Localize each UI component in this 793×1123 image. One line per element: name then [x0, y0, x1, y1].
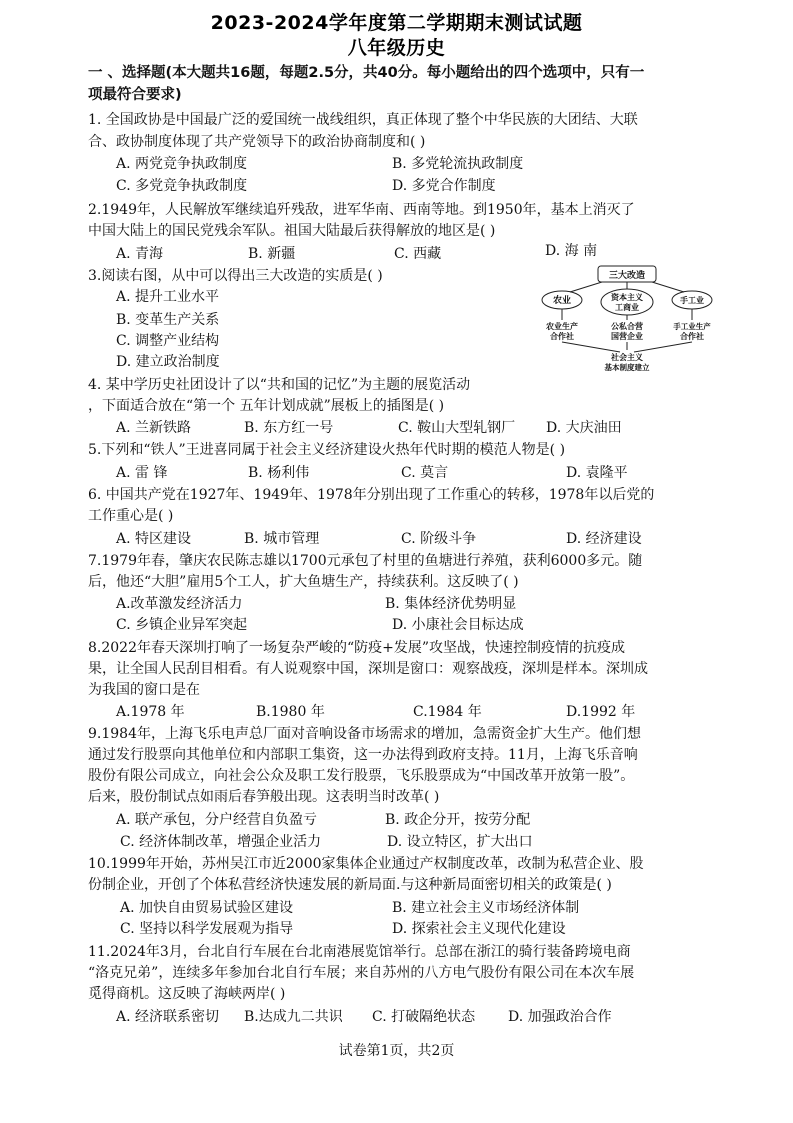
- q7-option-b[interactable]: B. 集体经济优势明显: [385, 596, 517, 612]
- q10-option-c[interactable]: C. 坚持以科学发展观为指导: [120, 921, 294, 937]
- q2-option-a[interactable]: A. 青海: [116, 246, 164, 262]
- q10-option-a[interactable]: A. 加快自由贸易试验区建设: [120, 900, 294, 916]
- q11-option-d[interactable]: D. 加强政治合作: [508, 1009, 612, 1025]
- q5-option-c[interactable]: C. 莫言: [401, 465, 449, 481]
- q3-line1: 3.阅读右图，从中可以得出三大改造的实质是( ): [88, 268, 383, 284]
- q5-option-b[interactable]: B. 杨利伟: [248, 465, 310, 481]
- section-heading-line2: 项最符合要求): [88, 87, 182, 103]
- q9-option-c[interactable]: C. 经济体制改革，增强企业活力: [120, 834, 322, 850]
- q11-option-b[interactable]: B.达成九二共识: [244, 1009, 343, 1025]
- q1-line2: 合、政协制度体现了共产党领导下的政治协商制度和( ): [88, 134, 426, 150]
- q4-option-c[interactable]: C. 鞍山大型轧钢厂: [398, 420, 516, 436]
- q4-line2: ，下面适合放在“第一个 五年计划成就”展板上的插图是( ): [88, 398, 445, 414]
- q2-option-b[interactable]: B. 新疆: [248, 246, 296, 262]
- diagram-center-result-1: 公私合营: [611, 322, 643, 331]
- q5-option-a[interactable]: A. 雷 锋: [116, 465, 168, 481]
- q9-line2: 通过发行股票向其他单位和内部职工集资，这一办法得到政府支持。11月，上海飞乐音响: [88, 747, 638, 763]
- q7-option-c[interactable]: C. 乡镇企业异军突起: [116, 617, 248, 633]
- diagram-left-result-2: 合作社: [550, 332, 574, 341]
- q5-line1: 5.下列和“铁人”王进喜同属于社会主义经济建设火热年代时期的模范人物是( ): [88, 442, 566, 458]
- q11-option-a[interactable]: A. 经济联系密切: [116, 1009, 220, 1025]
- q2-option-d[interactable]: D. 海 南: [545, 243, 598, 259]
- q9-line4: 后来，股份制试点如雨后春笋般出现。这表明当时改革( ): [88, 789, 440, 805]
- q9-option-b[interactable]: B. 政企分开，按劳分配: [385, 812, 531, 828]
- q10-line2: 份制企业，开创了个体私营经济快速发展的新局面.与这种新局面密切相关的政策是( ): [88, 877, 612, 893]
- q3-option-c[interactable]: C. 调整产业结构: [116, 333, 220, 349]
- q8-option-d[interactable]: D.1992 年: [566, 704, 636, 720]
- section-heading-line1: 一 、选择题(本大题共16题，每题2.5分，共40分。每小题给出的四个选项中，只有一: [88, 65, 645, 81]
- q6-option-d[interactable]: D. 经济建设: [566, 531, 642, 547]
- q4-option-a[interactable]: A. 兰新铁路: [116, 420, 192, 436]
- q8-option-b[interactable]: B.1980 年: [256, 704, 325, 720]
- q7-option-d[interactable]: D. 小康社会目标达成: [392, 617, 524, 633]
- q4-line1: 4. 某中学历史社团设计了以“共和国的记忆”为主题的展览活动: [88, 377, 471, 393]
- diagram-center-result-2: 国营企业: [611, 332, 643, 341]
- q8-line3: 为我国的窗口是在: [88, 682, 200, 698]
- q7-option-a[interactable]: A.改革激发经济活力: [116, 596, 243, 612]
- q8-line1: 8.2022年春天深圳打响了一场复杂严峻的“防疫+发展”攻坚战，快速控制疫情的抗疫成: [88, 640, 626, 656]
- q9-line3: 股份有限公司成立，向社会公众及职工发行股票，飞乐股票成为“中国改革开放第一股”。: [88, 768, 635, 784]
- q4-option-d[interactable]: D. 大庆油田: [546, 420, 622, 436]
- diagram-bottom-label-1: 社会主义: [611, 353, 643, 362]
- q3-option-a[interactable]: A. 提升工业水平: [116, 289, 220, 305]
- q2-line2: 中国大陆上的国民党残余军队。祖国大陆最后获得解放的地区是( ): [88, 223, 496, 239]
- q9-option-a[interactable]: A. 联产承包，分户经营自负盈亏: [116, 812, 318, 828]
- q1-option-a[interactable]: A. 两党竞争执政制度: [116, 156, 248, 172]
- diagram-left-label: 农业: [552, 296, 572, 306]
- q7-line1: 7.1979年春，肇庆农民陈志雄以1700元承包了村里的鱼塘进行养殖，获利6000多元。随: [88, 553, 643, 569]
- q10-line1: 10.1999年开始，苏州吴江市近2000家集体企业通过产权制度改革，改制为私营企业、股: [88, 856, 644, 872]
- q3-option-d[interactable]: D. 建立政治制度: [116, 354, 220, 370]
- q11-line3: 觅得商机。这反映了海峡两岸( ): [88, 986, 286, 1002]
- three-reforms-diagram-svg: [540, 264, 715, 374]
- diagram-right-label: 手工业: [680, 296, 704, 305]
- q6-option-a[interactable]: A. 特区建设: [116, 531, 192, 547]
- q10-option-d[interactable]: D. 探索社会主义现代化建设: [392, 921, 566, 937]
- page-footer: 试卷第1页，共2页: [338, 1043, 455, 1059]
- q5-option-d[interactable]: D. 袁隆平: [566, 465, 628, 481]
- q6-line1: 6. 中国共产党在1927年、1949年、1978年分别出现了工作重心的转移，1978年以后党的: [88, 487, 655, 503]
- q1-option-c[interactable]: C. 多党竞争执政制度: [116, 178, 248, 194]
- q2-option-c[interactable]: C. 西藏: [394, 246, 442, 262]
- q8-line2: 果，让全国人民刮目相看。有人说观察中国，深圳是窗口：观察战疫，深圳是样本。深圳成: [88, 661, 648, 677]
- three-reforms-diagram: [540, 264, 715, 374]
- q6-option-c[interactable]: C. 阶级斗争: [401, 531, 477, 547]
- diagram-left-result-1: 农业生产: [546, 322, 578, 331]
- q1-line1: 1. 全国政协是中国最广泛的爱国统一战线组织，真正体现了整个中华民族的大团结、大联: [88, 112, 638, 128]
- exam-title: 2023-2024学年度第二学期期末测试试题: [210, 12, 583, 34]
- diagram-center-label-1: 资本主义: [611, 293, 643, 302]
- q11-option-c[interactable]: C. 打破隔绝状态: [372, 1009, 476, 1025]
- q1-option-d[interactable]: D. 多党合作制度: [392, 178, 496, 194]
- q3-option-b[interactable]: B. 变革生产关系: [116, 312, 220, 328]
- diagram-top-label: 三大改造: [608, 271, 646, 281]
- diagram-center-label-2: 工商业: [615, 303, 639, 312]
- diagram-merge-lines: [562, 342, 692, 352]
- q2-line1: 2.1949年，人民解放军继续追歼残敌，进军华南、西南等地。到1950年，基本上消灭了: [88, 202, 635, 218]
- q8-option-a[interactable]: A.1978 年: [116, 704, 185, 720]
- q9-line1: 9.1984年，上海飞乐电声总厂面对音响设备市场需求的增加，急需资金扩大生产。他们想: [88, 726, 641, 742]
- q9-option-d[interactable]: D. 设立特区，扩大出口: [387, 834, 533, 850]
- q7-line2: 后，他还“大胆”雇用5个工人，扩大鱼塘生产，持续获利。这反映了( ): [88, 574, 519, 590]
- q6-option-b[interactable]: B. 城市管理: [244, 531, 320, 547]
- section-heading: [88, 62, 728, 106]
- q4-option-b[interactable]: B. 东方红一号: [244, 420, 334, 436]
- q11-line2: “洛克兄弟”，连续多年参加台北自行车展；来自苏州的八方电气股份有限公司在本次车展: [88, 965, 635, 981]
- diagram-right-result-2: 合作社: [680, 332, 704, 341]
- q1-option-b[interactable]: B. 多党轮流执政制度: [392, 156, 524, 172]
- diagram-branch-lines: [570, 282, 684, 292]
- q11-line1: 11.2024年3月，台北自行车展在台北南港展览馆举行。总部在浙江的骑行装备跨境电商: [88, 944, 631, 960]
- diagram-right-result-1: 手工业生产: [673, 322, 711, 331]
- q8-option-c[interactable]: C.1984 年: [413, 704, 482, 720]
- q10-option-b[interactable]: B. 建立社会主义市场经济体制: [392, 900, 580, 916]
- q6-line2: 工作重心是( ): [88, 508, 174, 524]
- diagram-bottom-label-2: 基本制度建立: [604, 363, 650, 372]
- exam-subtitle: 八年级历史: [347, 37, 446, 59]
